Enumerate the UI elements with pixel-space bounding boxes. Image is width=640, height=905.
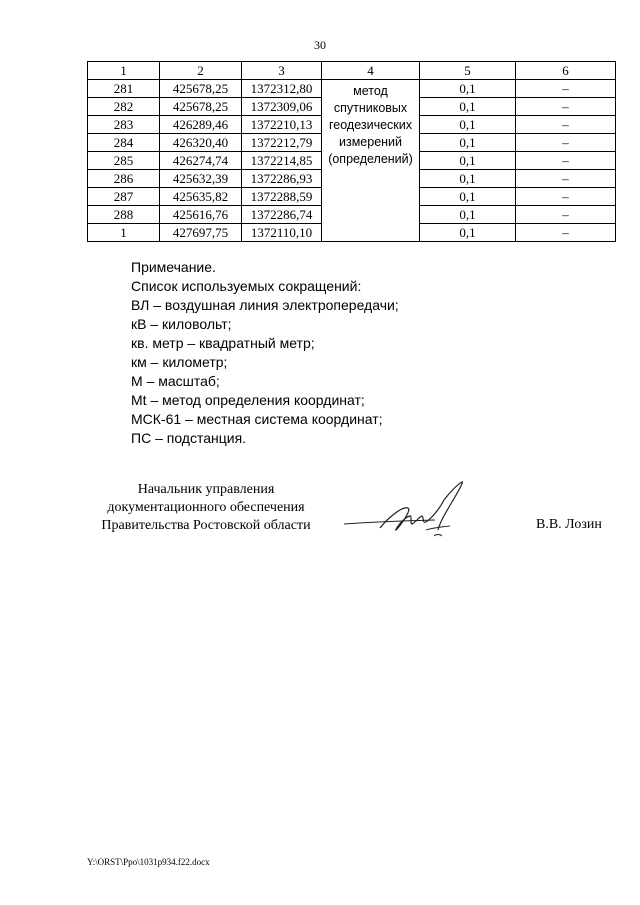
note-cell: – bbox=[516, 188, 616, 206]
table-row bbox=[88, 80, 616, 98]
note-cell: – bbox=[516, 206, 616, 224]
accuracy-cell: 0,1 bbox=[420, 188, 516, 206]
note-line: Mt – метод определения координат; bbox=[131, 392, 365, 408]
y-coordinate-cell: 1372110,10 bbox=[242, 224, 322, 242]
signer-position bbox=[87, 481, 325, 535]
point-number-cell: 284 bbox=[88, 134, 160, 152]
note-cell: – bbox=[516, 152, 616, 170]
x-coordinate-cell: 425616,76 bbox=[160, 206, 242, 224]
position-line: Правительства Ростовской области bbox=[101, 518, 311, 533]
accuracy-cell: 0,1 bbox=[420, 98, 516, 116]
note-line: ПС – подстанция. bbox=[131, 430, 247, 446]
method-line: (определений) bbox=[328, 152, 413, 166]
position-line: Начальник управления bbox=[137, 482, 275, 497]
x-coordinate-cell: 425635,82 bbox=[160, 188, 242, 206]
method-cell bbox=[322, 80, 420, 242]
method-line: спутниковых bbox=[333, 101, 408, 115]
x-coordinate-cell: 426289,46 bbox=[160, 116, 242, 134]
point-number-cell: 281 bbox=[88, 80, 160, 98]
signer-name: В.В. Лозин bbox=[536, 517, 602, 532]
accuracy-cell: 0,1 bbox=[420, 170, 516, 188]
note-cell: – bbox=[516, 134, 616, 152]
accuracy-cell: 0,1 bbox=[420, 152, 516, 170]
header-cell: 5 bbox=[420, 62, 516, 80]
note-cell: – bbox=[516, 80, 616, 98]
point-number-cell: 286 bbox=[88, 170, 160, 188]
note-line: М – масштаб; bbox=[131, 373, 220, 389]
method-line: геодезических bbox=[328, 118, 412, 132]
x-coordinate-cell: 425632,39 bbox=[160, 170, 242, 188]
point-number-cell: 285 bbox=[88, 152, 160, 170]
accuracy-cell: 0,1 bbox=[420, 116, 516, 134]
y-coordinate-cell: 1372309,06 bbox=[242, 98, 322, 116]
note-cell: – bbox=[516, 116, 616, 134]
coordinates-table bbox=[87, 61, 616, 242]
note-line: км – километр; bbox=[131, 354, 228, 370]
note-cell: – bbox=[516, 224, 616, 242]
accuracy-cell: 0,1 bbox=[420, 134, 516, 152]
method-line: измерений bbox=[338, 135, 403, 149]
note-line: МСК-61 – местная система координат; bbox=[131, 411, 383, 427]
point-number-cell: 288 bbox=[88, 206, 160, 224]
point-number-cell: 282 bbox=[88, 98, 160, 116]
y-coordinate-cell: 1372286,93 bbox=[242, 170, 322, 188]
x-coordinate-cell: 426320,40 bbox=[160, 134, 242, 152]
note-title: Примечание. bbox=[131, 259, 216, 275]
y-coordinate-cell: 1372286,74 bbox=[242, 206, 322, 224]
accuracy-cell: 0,1 bbox=[420, 206, 516, 224]
note-line: кв. метр – квадратный метр; bbox=[131, 335, 315, 351]
header-cell: 2 bbox=[160, 62, 242, 80]
footer-file-path: Y:\ORST\Ppo\1031p934.f22.docx bbox=[87, 857, 210, 867]
x-coordinate-cell: 425678,25 bbox=[160, 98, 242, 116]
point-number-cell: 287 bbox=[88, 188, 160, 206]
position-line: документационного обеспечения bbox=[107, 500, 305, 515]
header-cell: 4 bbox=[322, 62, 420, 80]
accuracy-cell: 0,1 bbox=[420, 224, 516, 242]
header-cell: 1 bbox=[88, 62, 160, 80]
y-coordinate-cell: 1372212,79 bbox=[242, 134, 322, 152]
note-cell: – bbox=[516, 98, 616, 116]
abbreviations-note bbox=[131, 258, 399, 448]
note-cell: – bbox=[516, 170, 616, 188]
point-number-cell: 1 bbox=[88, 224, 160, 242]
y-coordinate-cell: 1372210,13 bbox=[242, 116, 322, 134]
x-coordinate-cell: 426274,74 bbox=[160, 152, 242, 170]
point-number-cell: 283 bbox=[88, 116, 160, 134]
handwritten-signature bbox=[340, 478, 490, 548]
table-header-row bbox=[88, 62, 616, 80]
header-cell: 6 bbox=[516, 62, 616, 80]
x-coordinate-cell: 425678,25 bbox=[160, 80, 242, 98]
x-coordinate-cell: 427697,75 bbox=[160, 224, 242, 242]
note-line: кВ – киловольт; bbox=[131, 316, 232, 332]
accuracy-cell: 0,1 bbox=[420, 80, 516, 98]
y-coordinate-cell: 1372288,59 bbox=[242, 188, 322, 206]
y-coordinate-cell: 1372312,80 bbox=[242, 80, 322, 98]
method-line: метод bbox=[353, 84, 388, 98]
page-number: 30 bbox=[314, 38, 326, 52]
note-line: Список используемых сокращений: bbox=[131, 278, 362, 294]
note-line: ВЛ – воздушная линия электропередачи; bbox=[131, 297, 399, 313]
y-coordinate-cell: 1372214,85 bbox=[242, 152, 322, 170]
header-cell: 3 bbox=[242, 62, 322, 80]
